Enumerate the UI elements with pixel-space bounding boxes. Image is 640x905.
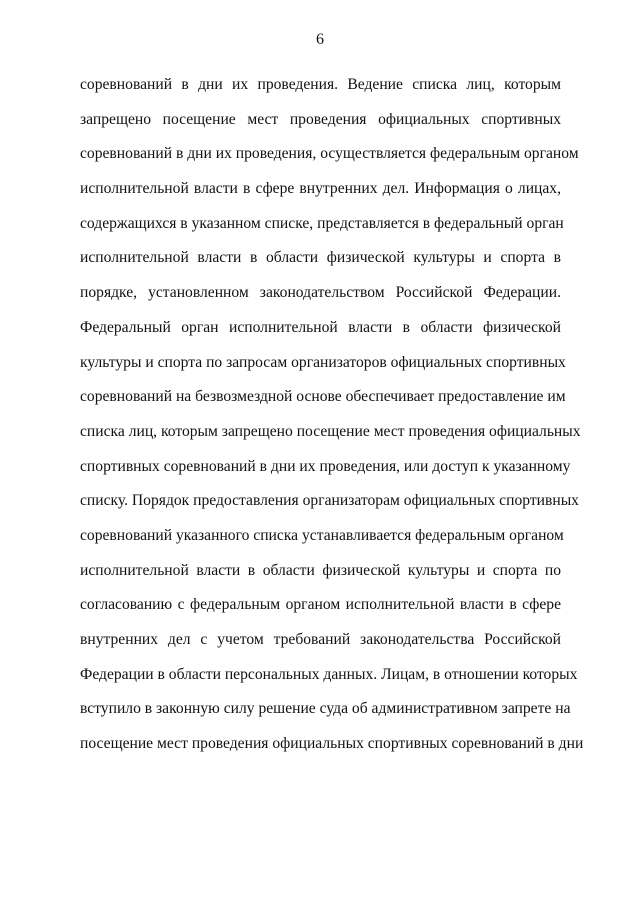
text-line: вступило в законную силу решение суда об административном запрете на	[80, 700, 571, 718]
text-line: списка лиц, которым запрещено посещение мест проведения официальных	[80, 422, 581, 440]
text-line: культуры и спорта по запросам организаторов официальных спортивных	[80, 353, 566, 371]
text-line: исполнительной власти в области физической культуры и спорта в	[80, 249, 561, 267]
text-line: содержащихся в указанном списке, представляется в федеральный орган	[80, 214, 564, 232]
text-line: Федеральный орган исполнительной власти в области физической	[80, 318, 561, 336]
text-line: списку. Порядок предоставления организаторам официальных спортивных	[80, 492, 579, 510]
text-line: соревнований в дни их проведения, осуществляется федеральным органом	[80, 145, 579, 163]
text-line: исполнительной власти в сфере внутренних дел. Информация о лицах,	[80, 180, 561, 198]
text-line: запрещено посещение мест проведения официальных спортивных	[80, 110, 561, 128]
text-line: Федерации в области персональных данных. Лицам, в отношении которых	[80, 665, 578, 683]
text-line: внутренних дел с учетом требований законодательства Российской	[80, 631, 561, 648]
text-line: посещение мест проведения официальных спортивных соревнований в дни	[80, 735, 584, 753]
page-number: 6	[316, 31, 324, 48]
document-body	[80, 70, 584, 764]
text-line: соревнований на безвозмездной основе обеспечивает предоставление им	[80, 388, 566, 406]
text-line: порядке, установленном законодательством Российской Федерации.	[80, 284, 561, 302]
text-line: согласованию с федеральным органом исполнительной власти в сфере	[80, 596, 561, 614]
text-line: исполнительной власти в области физической культуры и спорта по	[80, 561, 561, 579]
text-line: соревнований указанного списка устанавливается федеральным органом	[80, 526, 564, 544]
text-line: спортивных соревнований в дни их проведения, или доступ к указанному	[80, 457, 571, 475]
text-line: соревнований в дни их проведения. Ведение списка лиц, которым	[80, 76, 561, 93]
